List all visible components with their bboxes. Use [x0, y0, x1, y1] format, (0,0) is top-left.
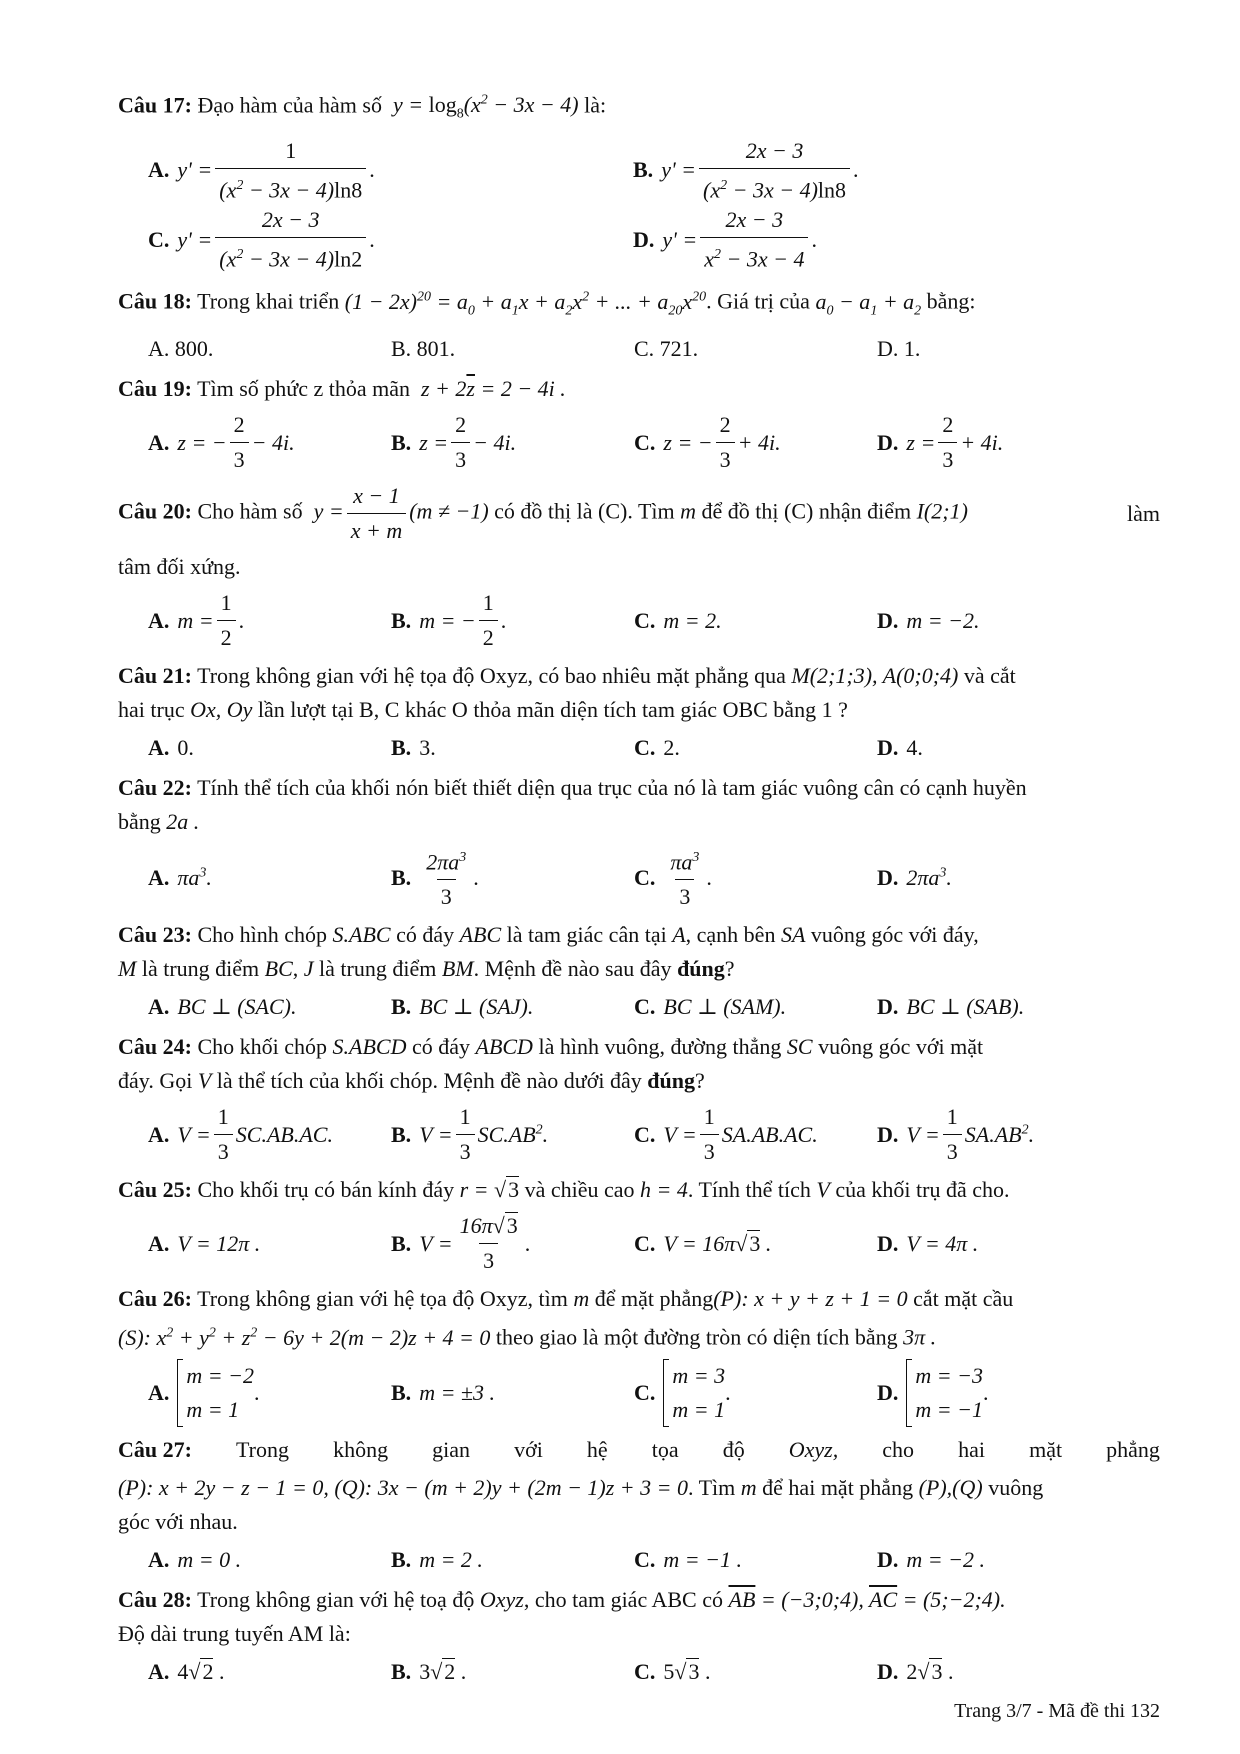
option-c[interactable]: C. V = 16π√3 . [634, 1230, 772, 1256]
option-a[interactable]: A. V = $\frac{1}{3}$ SC.AB.AC. [148, 1102, 391, 1167]
question-20: Câu 20: Cho hàm số y = $\frac{x - 1}{x + m}$ (m ≠ −1) có đồ thị là (C). Tìm m để đồ thị (C) nhận điểm I(2;1) làm [118, 481, 1160, 546]
question-27: Câu 27: Trong không gian với hệ tọa độ Oxyz, cho hai mặt phẳng [118, 1436, 1160, 1462]
question-21: Câu 21: Trong không gian với hệ tọa độ Oxyz, có bao nhiêu mặt phẳng qua M(2;1;3), A(0;0;4) và cắt hai trục Ox, Oy lần lượt tại B, C khác O thỏa mãn diện tích tam giác OBC bằng 1 ? [118, 663, 1016, 723]
option-c[interactable]: C. 721. [634, 336, 699, 362]
question-label: Câu 17: [118, 92, 192, 118]
option-d[interactable]: D. z = $\frac{2}{3}$ + 4i. [877, 410, 1120, 475]
option-c[interactable]: C. m = 3 m = 1 . [634, 1359, 877, 1427]
options-22 [148, 843, 1160, 912]
option-d[interactable]: D. m = −3 m = −1 . [877, 1359, 1120, 1427]
option-a[interactable]: A. V = 12π . [148, 1230, 261, 1256]
question-19: Câu 19: Tìm số phức z thỏa mãn $z + 2\overline{z} = 2 - 4i$ . [118, 376, 566, 402]
question-23: Câu 23: Cho hình chóp S.ABC có đáy ABC là tam giác cân tại A, cạnh bên SA vuông góc với đáy, M là trung điểm BC, J là trung điểm BM. Mệnh đề nào sau đây đúng? [118, 922, 979, 982]
option-b[interactable]: B. 801. [391, 336, 456, 362]
option-b[interactable]: B. BC ⊥ (SAJ). [391, 994, 534, 1020]
option-a[interactable]: A. m = 0 . [148, 1546, 242, 1572]
question-25: Câu 25: Cho khối trụ có bán kính đáy r = √3 và chiều cao h = 4. Tính thể tích V của khối trụ đã cho. [118, 1177, 1010, 1203]
page-footer: Trang 3/7 - Mã đề thi 132 [954, 1700, 1160, 1722]
option-b[interactable]: B. y' = $\frac{2x - 3}{(x^2 - 3x - 4)\ln 8}$ . [633, 136, 1118, 205]
option-b[interactable]: B. V = $\frac{16\pi√3}{3}$ . [391, 1211, 634, 1276]
option-b[interactable]: B. m = − $\frac{1}{2}$ . [391, 588, 634, 653]
option-c[interactable]: C. z = − $\frac{2}{3}$ + 4i. [634, 410, 877, 475]
question-17 [118, 84, 1160, 132]
options-20 [148, 588, 1160, 653]
option-d[interactable]: D. m = −2 . [877, 1546, 985, 1572]
formula: $(1 - 2x)^{20} = a_0 + a_1x + a_2x^2$ + ... + $a_{20}x^{20}$ [344, 288, 707, 319]
option-d[interactable]: D. m = −2. [877, 607, 980, 633]
option-d[interactable]: D. BC ⊥ (SAB). [877, 994, 1025, 1020]
question-20-line2: tâm đối xứng. [118, 554, 241, 580]
options-18 [148, 332, 1160, 366]
option-c[interactable]: C. m = −1 . [634, 1546, 742, 1572]
option-c[interactable]: C. BC ⊥ (SAM). [634, 994, 787, 1020]
option-a[interactable]: A. 800. [148, 336, 214, 362]
options-24 [148, 1102, 1160, 1167]
question-22: Câu 22: Tính thể tích của khối nón biết thiết diện qua trục của nó là tam giác vuông cân có cạnh huyền bằng 2a . [118, 775, 1027, 835]
option-c[interactable]: C. V = $\frac{1}{3}$ SA.AB.AC. [634, 1102, 877, 1167]
option-c[interactable]: C. $\frac{\pi a^3}{3}$ . [634, 843, 877, 912]
options-23 [148, 990, 1160, 1024]
option-a[interactable]: A. m = $\frac{1}{2}$ . [148, 588, 391, 653]
option-c[interactable]: C. m = 2. [634, 607, 722, 633]
options-28 [148, 1655, 1160, 1689]
options-21 [148, 731, 1160, 765]
options-17 [148, 136, 1160, 275]
option-a[interactable]: A. m = −2 m = 1 . [148, 1359, 391, 1427]
option-b[interactable]: B. V = $\frac{1}{3}$ $SC.AB^2$. [391, 1102, 634, 1167]
option-a[interactable]: A. $\pi a^3$. [148, 864, 212, 890]
option-b[interactable]: B. 3. [391, 735, 436, 761]
exam-page [118, 84, 1160, 1695]
option-b[interactable]: B. m = 2 . [391, 1546, 483, 1572]
question-text: Đạo hàm của hàm số [197, 92, 382, 118]
option-a[interactable]: A. BC ⊥ (SAC). [148, 994, 297, 1020]
options-26 [148, 1359, 1160, 1427]
question-tail: là: [584, 92, 607, 118]
option-a[interactable]: A. z = − $\frac{2}{3}$ − 4i. [148, 410, 391, 475]
option-d[interactable]: D. 4. [877, 735, 923, 761]
option-d[interactable]: D. y' = $\frac{2x - 3}{x^2 - 3x - 4}$ . [633, 205, 1118, 274]
options-25 [148, 1211, 1160, 1276]
question-28: Câu 28: Trong không gian với hệ toạ độ Oxyz, cho tam giác ABC có $\overline{AB}$ = (−3;0;4), $\overline{AC}$ = (5;−2;4). Độ dài trung tuyến AM là: [118, 1586, 1006, 1646]
question-24: Câu 24: Cho khối chóp S.ABCD có đáy ABCD là hình vuông, đường thẳng SC vuông góc với mặt đáy. Gọi V là thể tích của khối chóp. Mệnh đề nào dưới đây đúng? [118, 1034, 984, 1094]
option-d[interactable]: D. $2\pi a^3$. [877, 864, 952, 890]
option-d[interactable]: D. V = $\frac{1}{3}$ $SA.AB^2$. [877, 1102, 1120, 1167]
formula: $y = \log_8(x^2 - 3x - 4)$ [387, 92, 579, 122]
option-c[interactable]: C. 5√3 . [634, 1658, 711, 1684]
option-b[interactable]: B. $\frac{2\pi a^3}{3}$ . [391, 843, 634, 912]
options-27 [148, 1543, 1160, 1577]
option-a[interactable]: A. 4√2 . [148, 1658, 225, 1684]
option-a[interactable]: A. 0. [148, 735, 194, 761]
options-19 [148, 410, 1160, 475]
option-d[interactable]: D. 1. [877, 336, 921, 362]
option-c[interactable]: C. y' = $\frac{2x - 3}{(x^2 - 3x - 4)\ln 2}$ . [148, 205, 633, 274]
option-a[interactable]: A. y' = $\frac{1}{(x^2 - 3x - 4)\ln 8}$ . [148, 136, 633, 205]
option-d[interactable]: D. 2√3 . [877, 1658, 954, 1684]
question-26: Câu 26: Trong không gian với hệ tọa độ Oxyz, tìm m để mặt phẳng(P): x + y + z + 1 = 0 cắt mặt cầu (S): $x^2 + y^2 + z^2 - 6y + 2(m - 2)z + 4 = 0$ theo giao là một đường tròn có diện tích bằng 3π . [118, 1286, 1014, 1350]
option-b[interactable]: B. z = $\frac{2}{3}$ − 4i. [391, 410, 634, 475]
option-b[interactable]: B. m = ±3 . [391, 1379, 495, 1405]
question-18: Câu 18: Trong khai triển $(1 - 2x)^{20} = a_0 + a_1x + a_2x^2$ + ... + $a_{20}x^{20}$. Giá trị của $a_0 - a_1 + a_2$ bằng: [118, 288, 976, 319]
option-c[interactable]: C. 2. [634, 735, 680, 761]
option-b[interactable]: B. 3√2 . [391, 1658, 467, 1684]
question-27-line2: (P): x + 2y − z − 1 = 0, (Q): 3x − (m + 2)y + (2m − 1)z + 3 = 0. Tìm m để hai mặt phẳng (P),(Q) vuông góc với nhau. [118, 1474, 1044, 1534]
option-d[interactable]: D. V = 4π . [877, 1230, 979, 1256]
